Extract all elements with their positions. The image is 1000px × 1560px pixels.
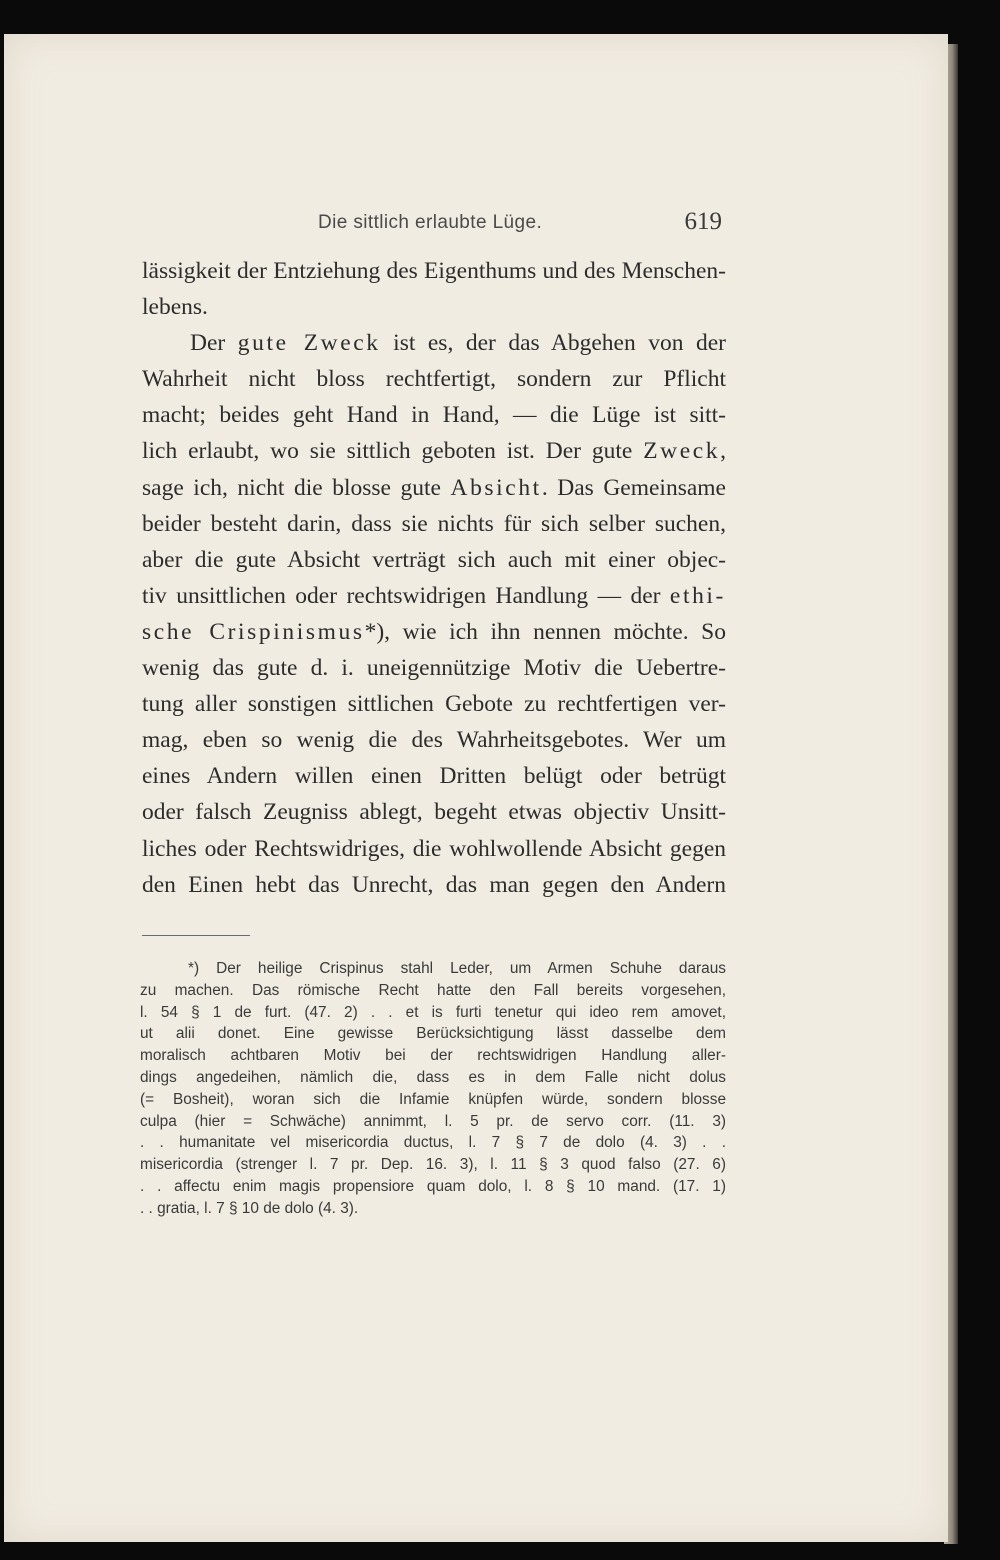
text-line: Der gute Zweck ist es, der das Abgehen von der	[190, 330, 726, 357]
text-line: sche Crispinismus*), wie ich ihn nennen möchte. So	[142, 618, 726, 645]
text-line: den Einen hebt das Unrecht, das man gegen den Andern	[142, 871, 726, 898]
text-line: lässigkeit der Entziehung des Eigenthums und des Menschen-	[142, 258, 726, 284]
footnote-line: . . gratia, l. 7 § 10 de dolo (4. 3).	[140, 1199, 359, 1217]
text-line: lebens.	[142, 294, 208, 321]
page-number: 619	[684, 208, 722, 235]
text-line: wenig das gute d. i. uneigennützige Motiv die Uebertre-	[142, 655, 726, 682]
running-title: Die sittlich erlaubte Lüge.	[318, 212, 543, 233]
text-line: eines Andern willen einen Dritten belügt oder betrügt	[142, 763, 726, 790]
footnote-line: . . affectu enim magis propensiore quam dolo, l. 8 § 10 mand. (17. 1)	[140, 1177, 726, 1195]
text-line: Wahrheit nicht bloss rechtfertigt, sondern zur Pflicht	[142, 366, 726, 393]
text-line: mag, eben so wenig die des Wahrheitsgebotes. Wer um	[142, 727, 726, 754]
text-line: tung aller sonstigen sittlichen Gebote zu rechtfertigen ver-	[142, 691, 726, 718]
footnote-rule	[142, 935, 250, 936]
text-line: oder falsch Zeugniss ablegt, begeht etwas objectiv Unsitt-	[142, 799, 726, 826]
footnote-line: . . humanitate vel misericordia ductus, l. 7 § 7 de dolo (4. 3) . .	[140, 1134, 726, 1152]
footnote-line: culpa (hier = Schwäche) annimmt, l. 5 pr. de servo corr. (11. 3)	[140, 1112, 726, 1130]
text-line: sage ich, nicht die blosse gute Absicht. Das Gemeinsame	[142, 474, 726, 501]
footnote	[140, 958, 726, 1220]
page-header	[140, 206, 726, 246]
footnote-line: moralisch achtbaren Motiv bei der rechtswidrigen Handlung aller-	[140, 1047, 726, 1065]
main-text	[142, 253, 726, 903]
footnote-line: misericordia (strenger l. 7 pr. Dep. 16. 3), l. 11 § 3 quod falso (27. 6)	[140, 1156, 726, 1174]
text-line: aber die gute Absicht verträgt sich auch mit einer objec-	[142, 546, 726, 573]
footnote-line: *) Der heilige Crispinus stahl Leder, um Armen Schuhe daraus	[188, 960, 726, 977]
footnote-line: zu machen. Das römische Recht hatte den Fall bereits vorgesehen,	[140, 981, 726, 999]
text-line: beider besteht darin, dass sie nichts für sich selber suchen,	[142, 510, 726, 537]
text-line: macht; beides geht Hand in Hand, — die Lüge ist sitt-	[142, 402, 726, 429]
footnote-line: l. 54 § 1 de furt. (47. 2) . . et is furti tenetur qui ideo rem amovet,	[140, 1003, 726, 1021]
text-line: tiv unsittlichen oder rechtswidrigen Handlung — der ethi-	[142, 582, 726, 609]
footnote-line: ut alii donet. Eine gewisse Berücksichtigung lässt dasselbe dem	[140, 1025, 726, 1043]
footnote-line: (= Bosheit), woran sich die Infamie knüpfen würde, sondern blosse	[140, 1090, 726, 1108]
footnote-line: dings angedeihen, nämlich die, dass es in dem Falle nicht dolus	[140, 1068, 726, 1086]
text-line: liches oder Rechtswidriges, die wohlwollende Absicht gegen	[142, 835, 726, 862]
text-line: lich erlaubt, wo sie sittlich geboten ist. Der gute Zweck,	[142, 438, 726, 465]
